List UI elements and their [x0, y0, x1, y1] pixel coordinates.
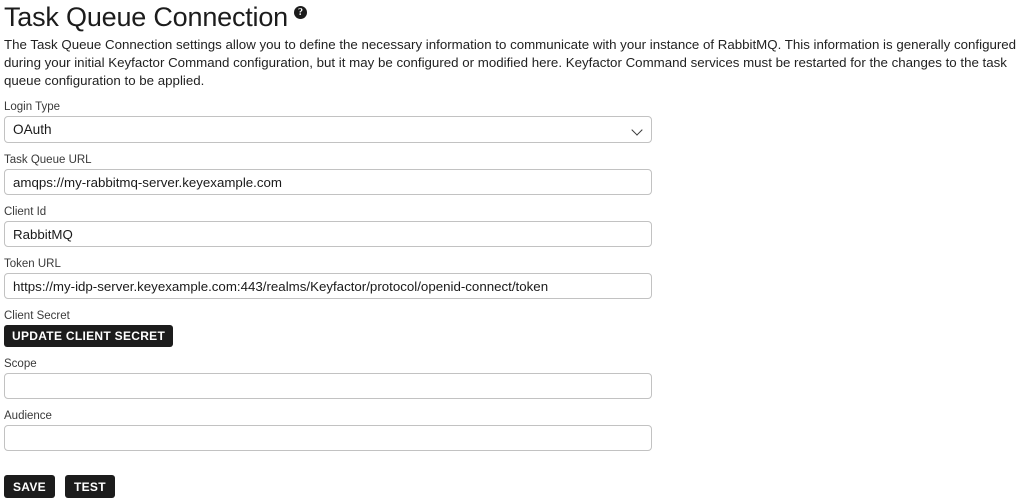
task-queue-url-input[interactable] [4, 169, 652, 195]
login-type-value: OAuth [13, 121, 52, 137]
token-url-label: Token URL [4, 258, 61, 270]
task-queue-connection-form [2, 90, 1032, 451]
scope-input-wrap [4, 373, 652, 399]
test-button[interactable]: TEST [65, 475, 115, 498]
client-id-input[interactable] [4, 221, 652, 247]
task-queue-url-label: Task Queue URL [4, 154, 92, 166]
field-task-queue-url [4, 153, 1030, 195]
login-type-select[interactable] [4, 116, 652, 143]
audience-input[interactable] [4, 425, 652, 451]
field-token-url [4, 257, 1030, 299]
field-scope [4, 357, 1030, 399]
login-type-select-wrap [4, 116, 652, 143]
scope-input[interactable] [4, 373, 652, 399]
page-description: The Task Queue Connection settings allow you to define the necessary information to communicate with your instance of RabbitMQ. This information is generally configured during your initial Keyfactor Command configuration, but it may be configured or modified here. Keyfactor Command services must be restarted for the changes to the task queue configuration to be applied. [4, 37, 1017, 88]
token-url-input[interactable] [4, 273, 652, 299]
save-button[interactable]: SAVE [4, 475, 55, 498]
client-id-label: Client Id [4, 206, 47, 218]
scope-label: Scope [4, 358, 37, 370]
login-type-label: Login Type [4, 101, 61, 113]
audience-input-wrap [4, 425, 652, 451]
form-actions [2, 461, 1032, 498]
field-client-secret [4, 309, 1030, 347]
client-secret-label: Client Secret [4, 310, 70, 322]
field-client-id [4, 205, 1030, 247]
audience-label: Audience [4, 410, 52, 422]
field-login-type [4, 100, 1030, 143]
token-url-input-wrap [4, 273, 652, 299]
chevron-down-icon [633, 125, 643, 135]
page-header [2, 0, 1032, 32]
page-title: Task Queue Connection [4, 2, 288, 32]
field-audience [4, 409, 1030, 451]
update-client-secret-button[interactable]: UPDATE CLIENT SECRET [4, 325, 173, 347]
client-id-input-wrap [4, 221, 652, 247]
task-queue-url-input-wrap [4, 169, 652, 195]
help-circle-icon[interactable]: ? [294, 6, 307, 19]
